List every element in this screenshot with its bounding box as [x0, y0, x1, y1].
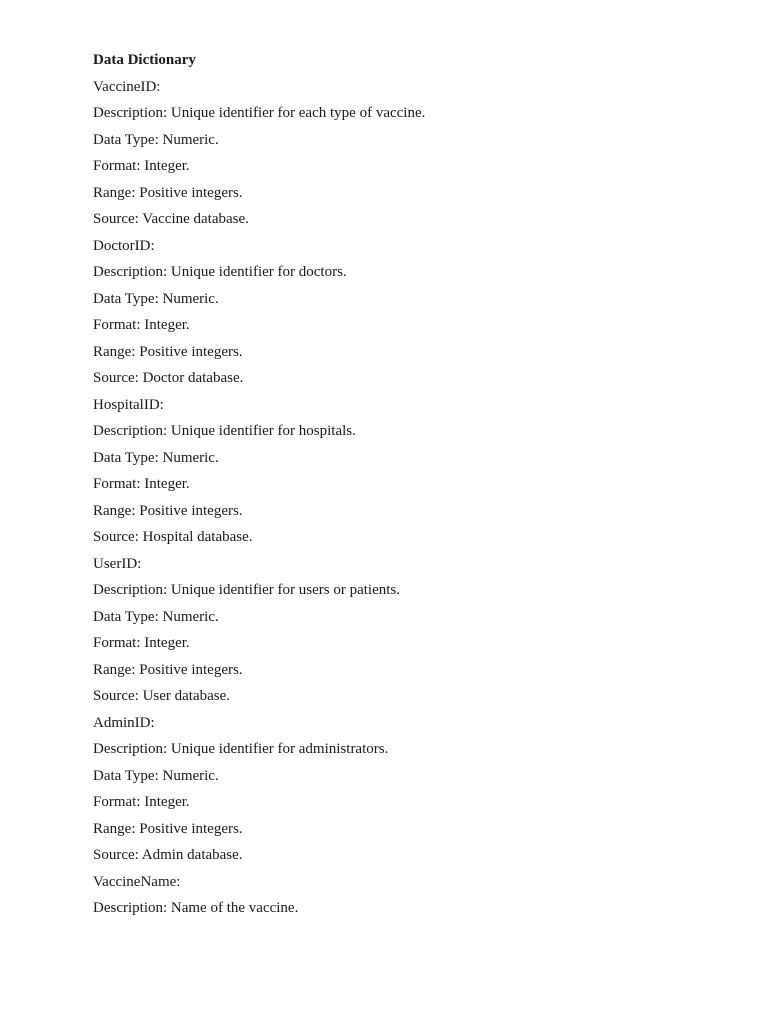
field-description: Description: Name of the vaccine.	[93, 900, 299, 916]
field-name: VaccineID:	[93, 78, 161, 95]
field-source: Source: Hospital database.	[93, 529, 253, 545]
field-admin-id	[93, 710, 713, 869]
field-source: Source: Vaccine database.	[93, 211, 249, 227]
field-format: Format: Integer.	[93, 317, 190, 333]
document-content	[93, 47, 713, 922]
field-range: Range: Positive integers.	[93, 502, 243, 519]
field-data-type: Data Type: Numeric.	[93, 449, 219, 466]
document-title: Data Dictionary	[93, 52, 196, 68]
field-name: DoctorID:	[93, 237, 155, 254]
field-name: VaccineName:	[93, 873, 181, 890]
field-data-type: Data Type: Numeric.	[93, 608, 219, 625]
field-data-type: Data Type: Numeric.	[93, 767, 219, 784]
field-name: UserID:	[93, 555, 142, 572]
field-doctor-id	[93, 233, 713, 392]
field-source: Source: Doctor database.	[93, 370, 244, 386]
field-user-id	[93, 551, 713, 710]
field-range: Range: Positive integers.	[93, 343, 243, 360]
field-description: Description: Unique identifier for administrators.	[93, 741, 389, 757]
field-name: HospitalID:	[93, 396, 164, 413]
field-description: Description: Unique identifier for doctors.	[93, 264, 347, 280]
field-format: Format: Integer.	[93, 794, 190, 810]
field-source: Source: User database.	[93, 688, 231, 704]
field-description: Description: Unique identifier for each type of vaccine.	[93, 105, 426, 121]
field-description: Description: Unique identifier for hospitals.	[93, 423, 356, 439]
field-hospital-id	[93, 392, 713, 551]
field-data-type: Data Type: Numeric.	[93, 131, 219, 148]
field-format: Format: Integer.	[93, 635, 190, 651]
field-range: Range: Positive integers.	[93, 661, 243, 678]
field-description: Description: Unique identifier for users or patients.	[93, 582, 401, 598]
field-source: Source: Admin database.	[93, 847, 243, 863]
field-range: Range: Positive integers.	[93, 184, 243, 201]
field-range: Range: Positive integers.	[93, 820, 243, 837]
field-vaccine-id	[93, 74, 713, 233]
field-name: AdminID:	[93, 714, 155, 731]
field-format: Format: Integer.	[93, 158, 190, 174]
field-vaccine-name	[93, 869, 713, 922]
field-format: Format: Integer.	[93, 476, 190, 492]
field-data-type: Data Type: Numeric.	[93, 290, 219, 307]
